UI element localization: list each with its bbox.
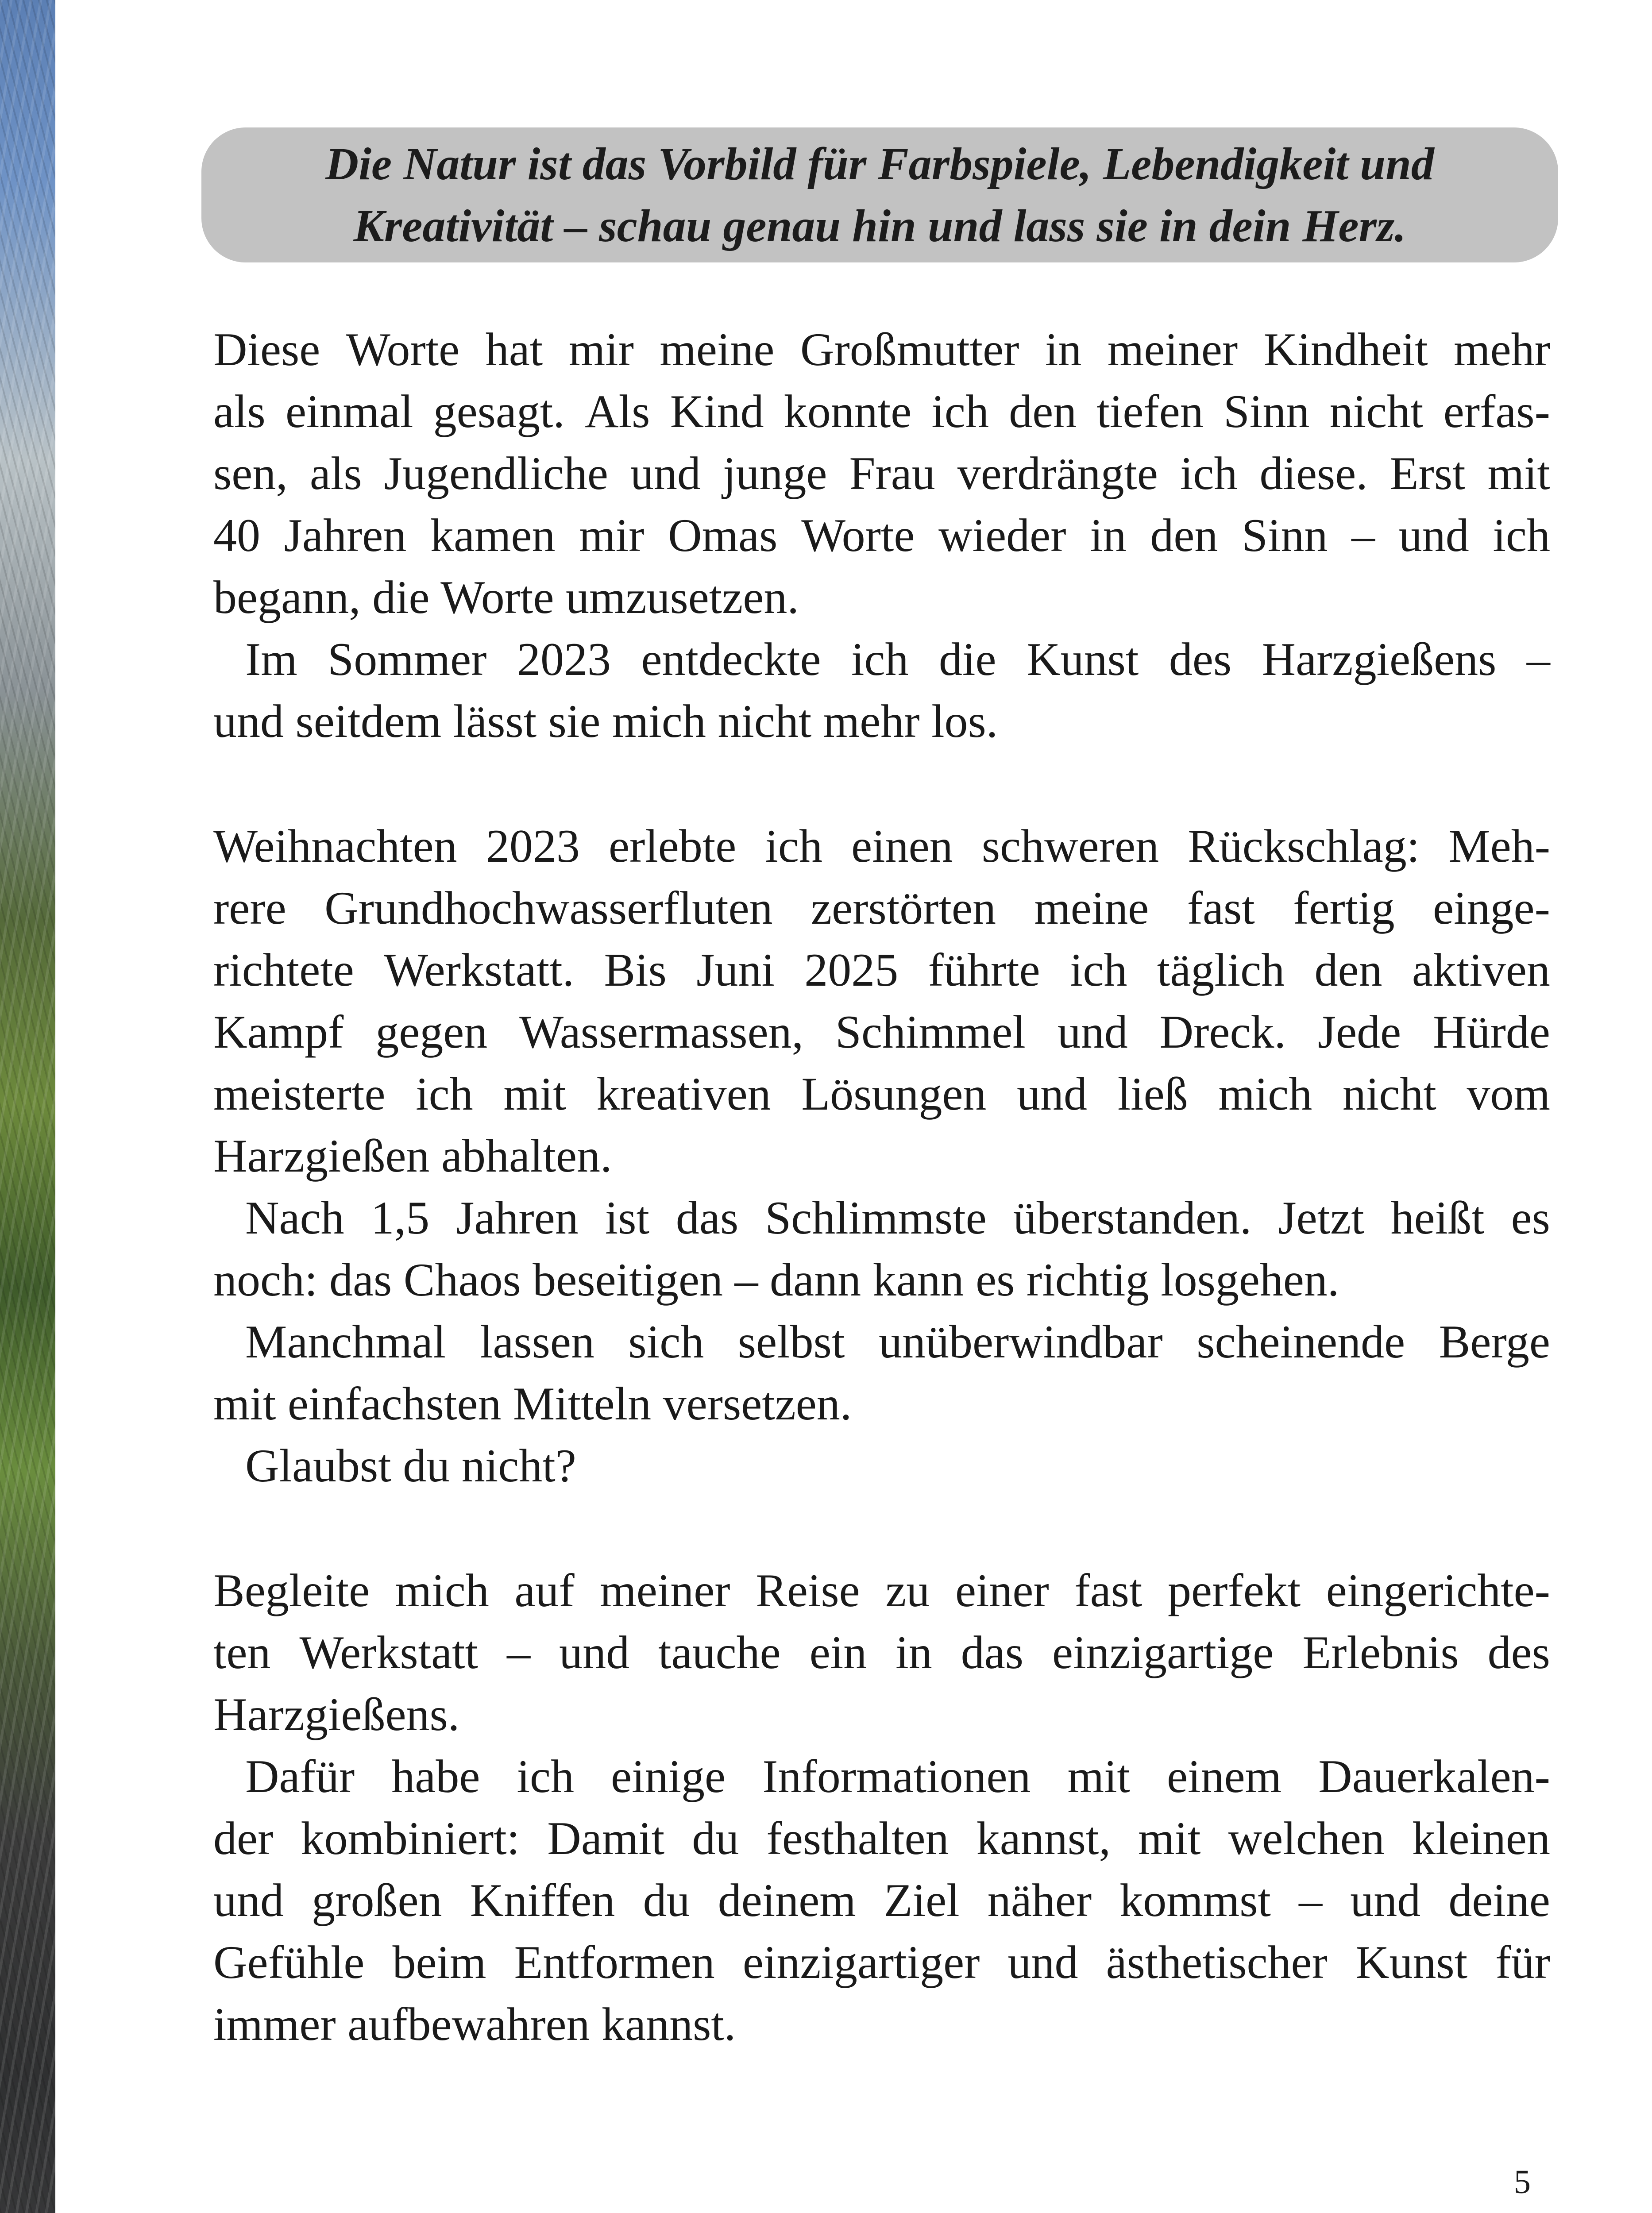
text-line: Weihnachten 2023 erlebte ich einen schweren Rückschlag: Meh- (213, 820, 1550, 872)
text-line: 40 Jahren kamen mir Omas Worte wieder in den Sinn – und ich (213, 509, 1550, 561)
text-line: meisterte ich mit kreativen Lösungen und ließ mich nicht vom (213, 1068, 1550, 1120)
text-line: mit einfachsten Mitteln versetzen. (213, 1378, 852, 1430)
text-line: Harzgießen abhalten. (213, 1130, 612, 1182)
text-line: begann, die Worte umzusetzen. (213, 571, 799, 623)
text-line: Dafür habe ich einige Informationen mit einem Dauerkalen- (245, 1750, 1550, 1802)
text-line: und großen Kniffen du deinem Ziel näher kommst – und deine (213, 1874, 1550, 1926)
body-text (213, 319, 1550, 2055)
text-line: ten Werkstatt – und tauche ein in das einzigartige Erlebnis des (213, 1627, 1550, 1678)
text-line: Gefühle beim Entformen einzigartiger und ästhetischer Kunst für (213, 1936, 1550, 1988)
text-line: Kampf gegen Wassermassen, Schimmel und Dreck. Jede Hürde (213, 1006, 1550, 1058)
quote-line-1: Die Natur ist das Vorbild für Farbspiele, Lebendigkeit und (325, 138, 1434, 189)
quote-box (201, 127, 1558, 262)
text-line: Diese Worte hat mir meine Großmutter in meiner Kindheit mehr (213, 324, 1550, 375)
text-line: sen, als Jugendliche und junge Frau verdrängte ich diese. Erst mit (213, 447, 1550, 499)
page-number: 5 (1514, 2163, 1531, 2201)
text-line: Nach 1,5 Jahren ist das Schlimmste überstanden. Jetzt heißt es (245, 1192, 1550, 1244)
text-line: Glaubst du nicht? (245, 1440, 576, 1492)
text-line: und seitdem lässt sie mich nicht mehr los. (213, 695, 998, 747)
text-line: Manchmal lassen sich selbst unüberwindbar scheinende Berge (245, 1316, 1550, 1368)
text-line: der kombiniert: Damit du festhalten kannst, mit welchen kleinen (213, 1812, 1550, 1864)
text-line: Im Sommer 2023 entdeckte ich die Kunst des Harzgießens – (245, 633, 1550, 685)
text-line: rere Grundhochwasserfluten zerstörten meine fast fertig einge- (213, 882, 1550, 934)
text-line: Harzgießens. (213, 1689, 460, 1740)
text-line: immer aufbewahren kannst. (213, 1998, 736, 2050)
photo-edge-strip (0, 0, 55, 2213)
text-line: noch: das Chaos beseitigen – dann kann es richtig losgehen. (213, 1254, 1339, 1306)
quote-line-2: Kreativität – schau genau hin und lass sie in dein Herz. (353, 200, 1406, 251)
text-line: Begleite mich auf meiner Reise zu einer fast perfekt eingerichte- (213, 1565, 1550, 1616)
text-line: richtete Werkstatt. Bis Juni 2025 führte ich täglich den aktiven (213, 944, 1550, 996)
text-line: als einmal gesagt. Als Kind konnte ich den tiefen Sinn nicht erfas- (213, 386, 1550, 437)
